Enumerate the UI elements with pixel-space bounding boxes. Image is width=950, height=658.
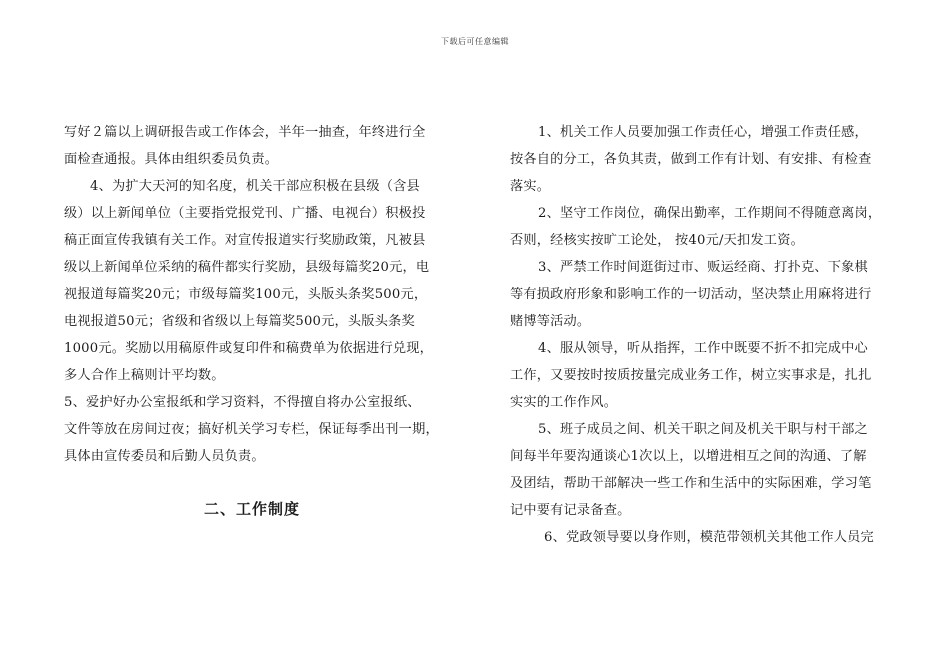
text-line: 4、服从领导，听从指挥，工作中既要不折不扣完成中心 [538, 341, 868, 356]
text-line: 视报道每篇奖20元；市级每篇奖100元，头版头条奖500元， [64, 287, 428, 302]
text-line: 等有损政府形象和影响工作的一切活动，坚决禁止用麻将进行 [510, 287, 872, 302]
text-line: 落实。 [510, 179, 551, 194]
text-line: 6、党政领导要以身作则，模范带领机关其他工作人员完 [544, 530, 874, 545]
text-line: 级以上新闻单位采纳的稿件都实行奖励，县级每篇奖20元，电 [64, 260, 430, 275]
text-line: 电视报道50元；省级和省级以上每篇奖500元，头版头条奖 [64, 314, 415, 329]
text-line: 文件等放在房间过夜；搞好机关学习专栏，保证每季出刊一期， [64, 422, 439, 437]
text-line: 写好２篇以上调研报告或工作体会，半年一抽查，年终进行全 [64, 125, 426, 140]
page-header-note: 下载后可任意编辑 [441, 37, 509, 46]
text-line: 1、机关工作人员要加强工作责任心，增强工作责任感， [538, 125, 868, 140]
text-line: 稿正面宣传我镇有关工作。对宣传报道实行奖励政策，凡被县 [64, 233, 426, 248]
text-line: 4、为扩大天河的知名度，机关干部应积极在县级（含县 [90, 179, 420, 194]
text-line: 级）以上新闻单位（主要指党报党刊、广播、电视台）积极投 [64, 206, 426, 221]
text-line: 工作，又要按时按质按量完成业务工作，树立实事求是，扎扎 [510, 368, 872, 383]
text-line: 3、严禁工作时间逛街过市、贩运经商、打扑克、下象棋 [538, 260, 868, 275]
text-line: 2、坚守工作岗位，确保出勤率，工作期间不得随意离岗， [538, 206, 882, 221]
text-line: 及团结，帮助干部解决一些工作和生活中的实际困难，学习笔 [510, 476, 872, 491]
text-line: 多人合作上稿则计平均数。 [64, 368, 225, 383]
text-line: 1000元。奖励以用稿原件或复印件和稿费单为依据进行兑现， [64, 341, 434, 356]
text-line: 记中要有记录备查。 [510, 503, 631, 518]
text-line: 间每半年要沟通谈心1次以上，以增进相互之间的沟通、了解 [510, 449, 867, 464]
text-line: 赌博等活动。 [510, 314, 591, 329]
section-heading: 二、工作制度 [204, 500, 301, 518]
text-line: 否则，经核实按旷工论处， 按40元/天扣发工资。 [510, 233, 804, 248]
text-line: 5、班子成员之间、机关干职之间及机关干职与村干部之 [538, 422, 868, 437]
text-line: 具体由宣传委员和后勤人员负责。 [64, 449, 265, 464]
text-line: 面检查通报。具体由组织委员负责。 [64, 152, 279, 167]
text-line: 5、爱护好办公室报纸和学习资料，不得擅自将办公室报纸、 [64, 395, 421, 410]
text-line: 实实的工作作风。 [510, 395, 618, 410]
text-line: 按各自的分工，各负其责，做到工作有计划、有安排、有检查 [510, 152, 872, 167]
